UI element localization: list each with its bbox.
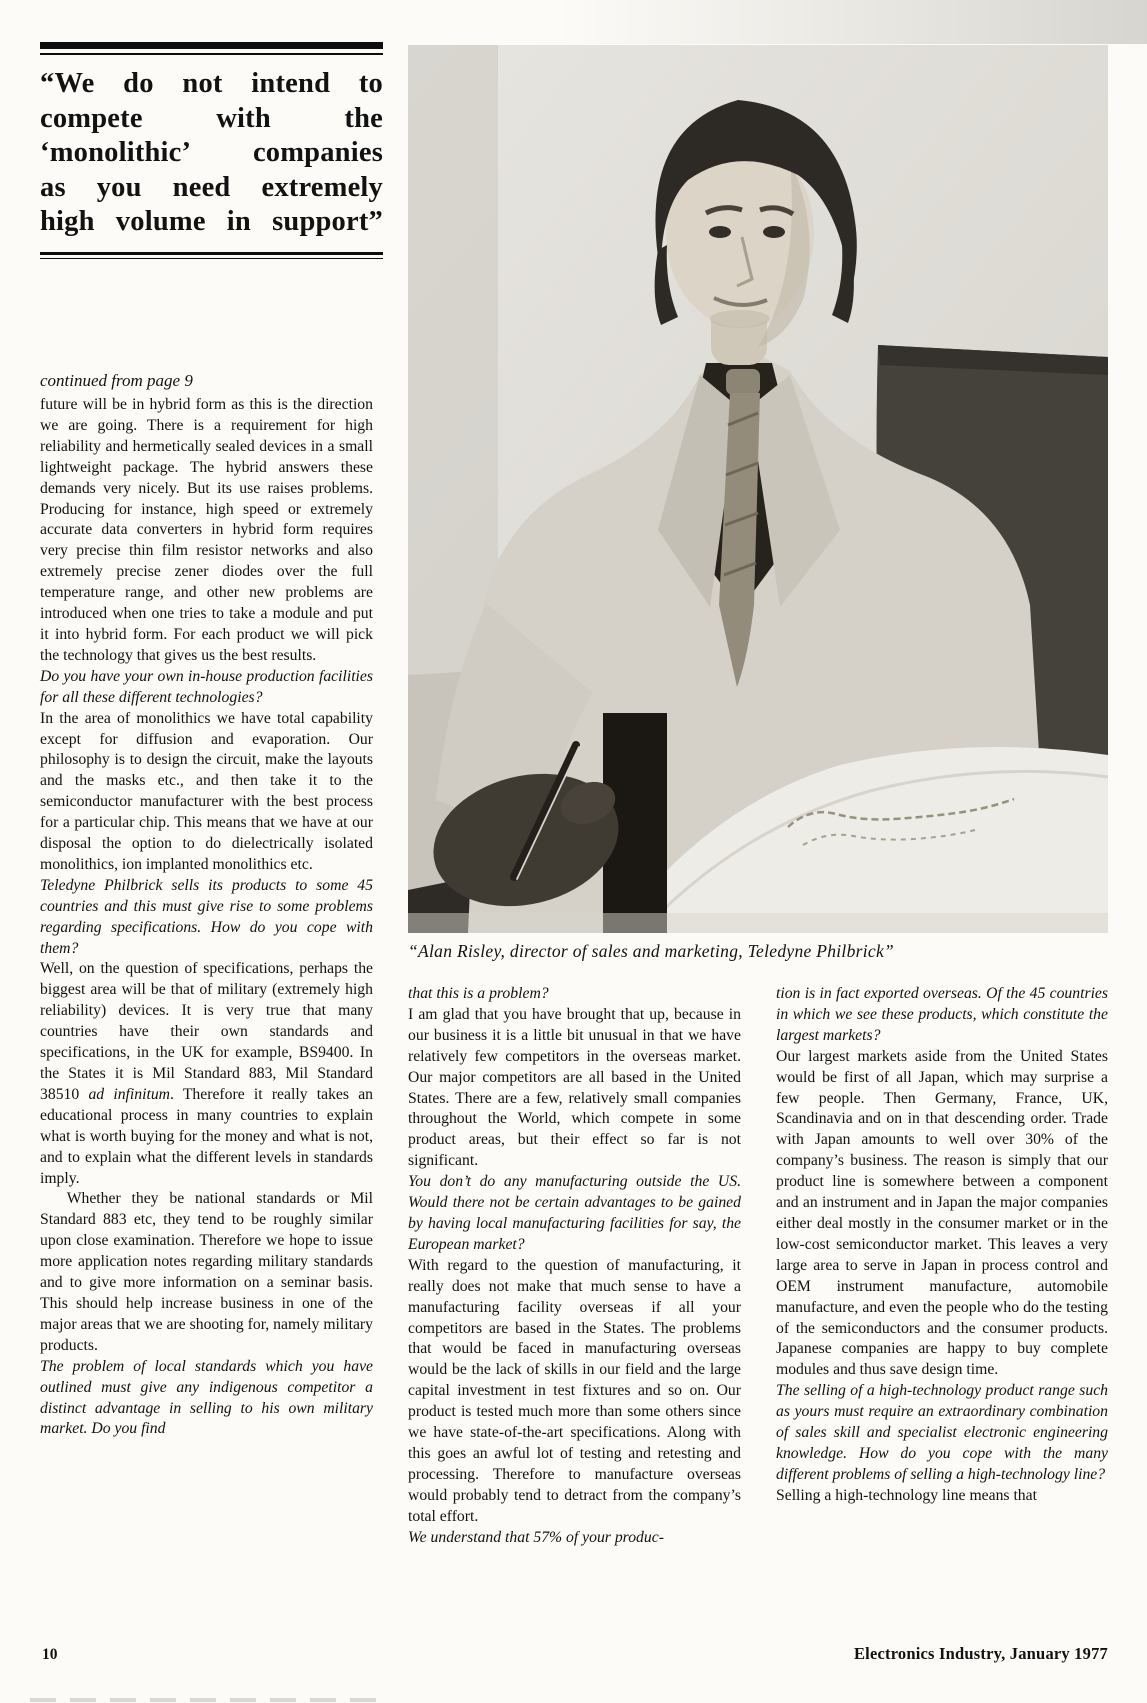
- quote-line: high volume in support”: [40, 206, 383, 238]
- article-column-1: [40, 395, 373, 1440]
- pull-quote: [40, 42, 383, 259]
- article-column-3: [776, 984, 1108, 1507]
- paragraph: Selling a high-technology line means that: [776, 1486, 1037, 1504]
- quote-line: compete with the: [40, 102, 383, 134]
- paragraph: The selling of a high-technology product range such as yours must require an extraordinary combination of sales skill and specialist electronic engineering knowledge. How do you cope with the many different problems of selling a high-technology line?: [776, 1382, 1108, 1483]
- paragraph: You don’t do any manufacturing outside the US. Would there not be certain advantages to be gained by having local manufacturing facilities for say, the European market?: [408, 1173, 741, 1253]
- pull-quote-bottom-rule-thin: [40, 258, 383, 260]
- quote-line: as you need extremely: [40, 171, 383, 203]
- page-number: 10: [42, 1646, 58, 1663]
- pull-quote-bottom-rule-thick: [40, 252, 383, 255]
- paragraph: Well, on the question of specifications, perhaps the biggest area will be that of military (extremely high reliability) devices. It is very true that many countries have their own standards and specifications, in the UK for example, BS9400. In the States it is Mil Standard 883, Mil Standard 38510 ad infinitum. Therefore it really takes an educational process in many countries to explain what is worth buying for the money and what is not, and to explain what the different levels in standards imply.: [40, 960, 374, 1187]
- continued-note: continued from page 9: [40, 371, 193, 390]
- paragraph: The problem of local standards which you have outlined must give any indigenous competitor a distinct advantage in selling to his own military market. Do you find: [40, 1357, 373, 1438]
- paragraph: tion is in fact exported overseas. Of the 45 countries in which we see these products, which constitute the largest markets?: [776, 985, 1108, 1044]
- paragraph: Teledyne Philbrick sells its products to some 45 countries and this must give rise to some problems regarding specifications. How do you cope with them?: [40, 876, 373, 957]
- quote-line: “We do not intend to: [40, 68, 383, 99]
- paragraph: In the area of monolithics we have total capability except for diffusion and evaporation. Our philosophy is to design the circuit, make the layouts and the masks etc., and then take it to the semiconductor manufacturer with the best process for a particular chip. This means that we have at our disposal the option to do dielectrically isolated monolithics, ion implanted monolithics etc.: [40, 709, 373, 873]
- article-column-2: [408, 984, 741, 1548]
- photo-alan-risley: [408, 45, 1108, 933]
- paragraph: that this is a problem?: [408, 985, 549, 1002]
- quote-line: ‘monolithic’ companies: [40, 137, 383, 169]
- pull-quote-text: [40, 55, 383, 252]
- photo-illustration: [408, 45, 1108, 933]
- scan-shading: [560, 0, 1147, 44]
- paragraph: With regard to the question of manufacturing, it really does not make that much sense to have a manufacturing facility overseas if all your competitors are based in the States. The problems that would be faced in manufacturing overseas would be the lack of skills in our field and the large capital investment in test fixtures and so on. Our product is tested much more than some others since we have state-of-the-art specifications. Along with this goes an awful lot of testing and retesting and processing. Therefore to manufacture overseas would probably tend to detract from the company’s total effort.: [408, 1256, 741, 1525]
- scan-smudge: [30, 1698, 390, 1702]
- pull-quote-top-bar: [40, 42, 383, 49]
- paragraph: We understand that 57% of your produc-: [408, 1528, 664, 1546]
- paragraph: I am glad that you have brought that up, because in our business it is a little bit unusual in that we have relatively few competitors in the overseas market. Our major competitors are all based in the United States. There are a few, relatively small companies throughout the World, which compete in some product areas, but their effect so far is not significant.: [408, 1005, 741, 1170]
- paragraph: Our largest markets aside from the United States would be first of all Japan, which may surprise a few people. Then Germany, France, UK, Scandinavia and on in that descending order. Trade with Japan amounts to well over 30% of the company’s business. The reason is simply that our product line is somewhere between a component and an instrument and in Japan the major companies either deal mostly in the consumer market or in the low-cost semiconductor market. This leaves a very large area to serve in Japan in process control and OEM instrument manufacture, automobile manufacture, and even the people who do the testing of the semiconductors and the consumer products. Japanese companies are happy to buy complete modules and thus save design time.: [776, 1047, 1108, 1379]
- magazine-footer: Electronics Industry, January 1977: [853, 1644, 1108, 1663]
- photo-caption: “Alan Risley, director of sales and marketing, Teledyne Philbrick”: [408, 941, 895, 961]
- paragraph: Whether they be national standards or Mil Standard 883 etc, they tend to be roughly similar upon close examination. Therefore we hope to issue more application notes regarding military standards and to give more information on a seminar basis. This should help increase business in one of the major areas that we are shooting for, namely military products.: [40, 1190, 373, 1354]
- paragraph: Do you have your own in-house production facilities for all these different technologies?: [40, 667, 373, 706]
- paragraph: future will be in hybrid form as this is the direction we are going. There is a requirement for high reliability and hermetically sealed devices in a small lightweight package. The hybrid answers these demands very nicely. But its use raises problems. Producing for instance, high speed or extremely accurate data converters in hybrid form requires very precise thin film resistor networks and also extremely precise zener diodes over the full temperature range, and other new problems are introduced when one tries to take a module and put it into hybrid form. For each product we will pick the technology that gives us the best results.: [40, 396, 373, 664]
